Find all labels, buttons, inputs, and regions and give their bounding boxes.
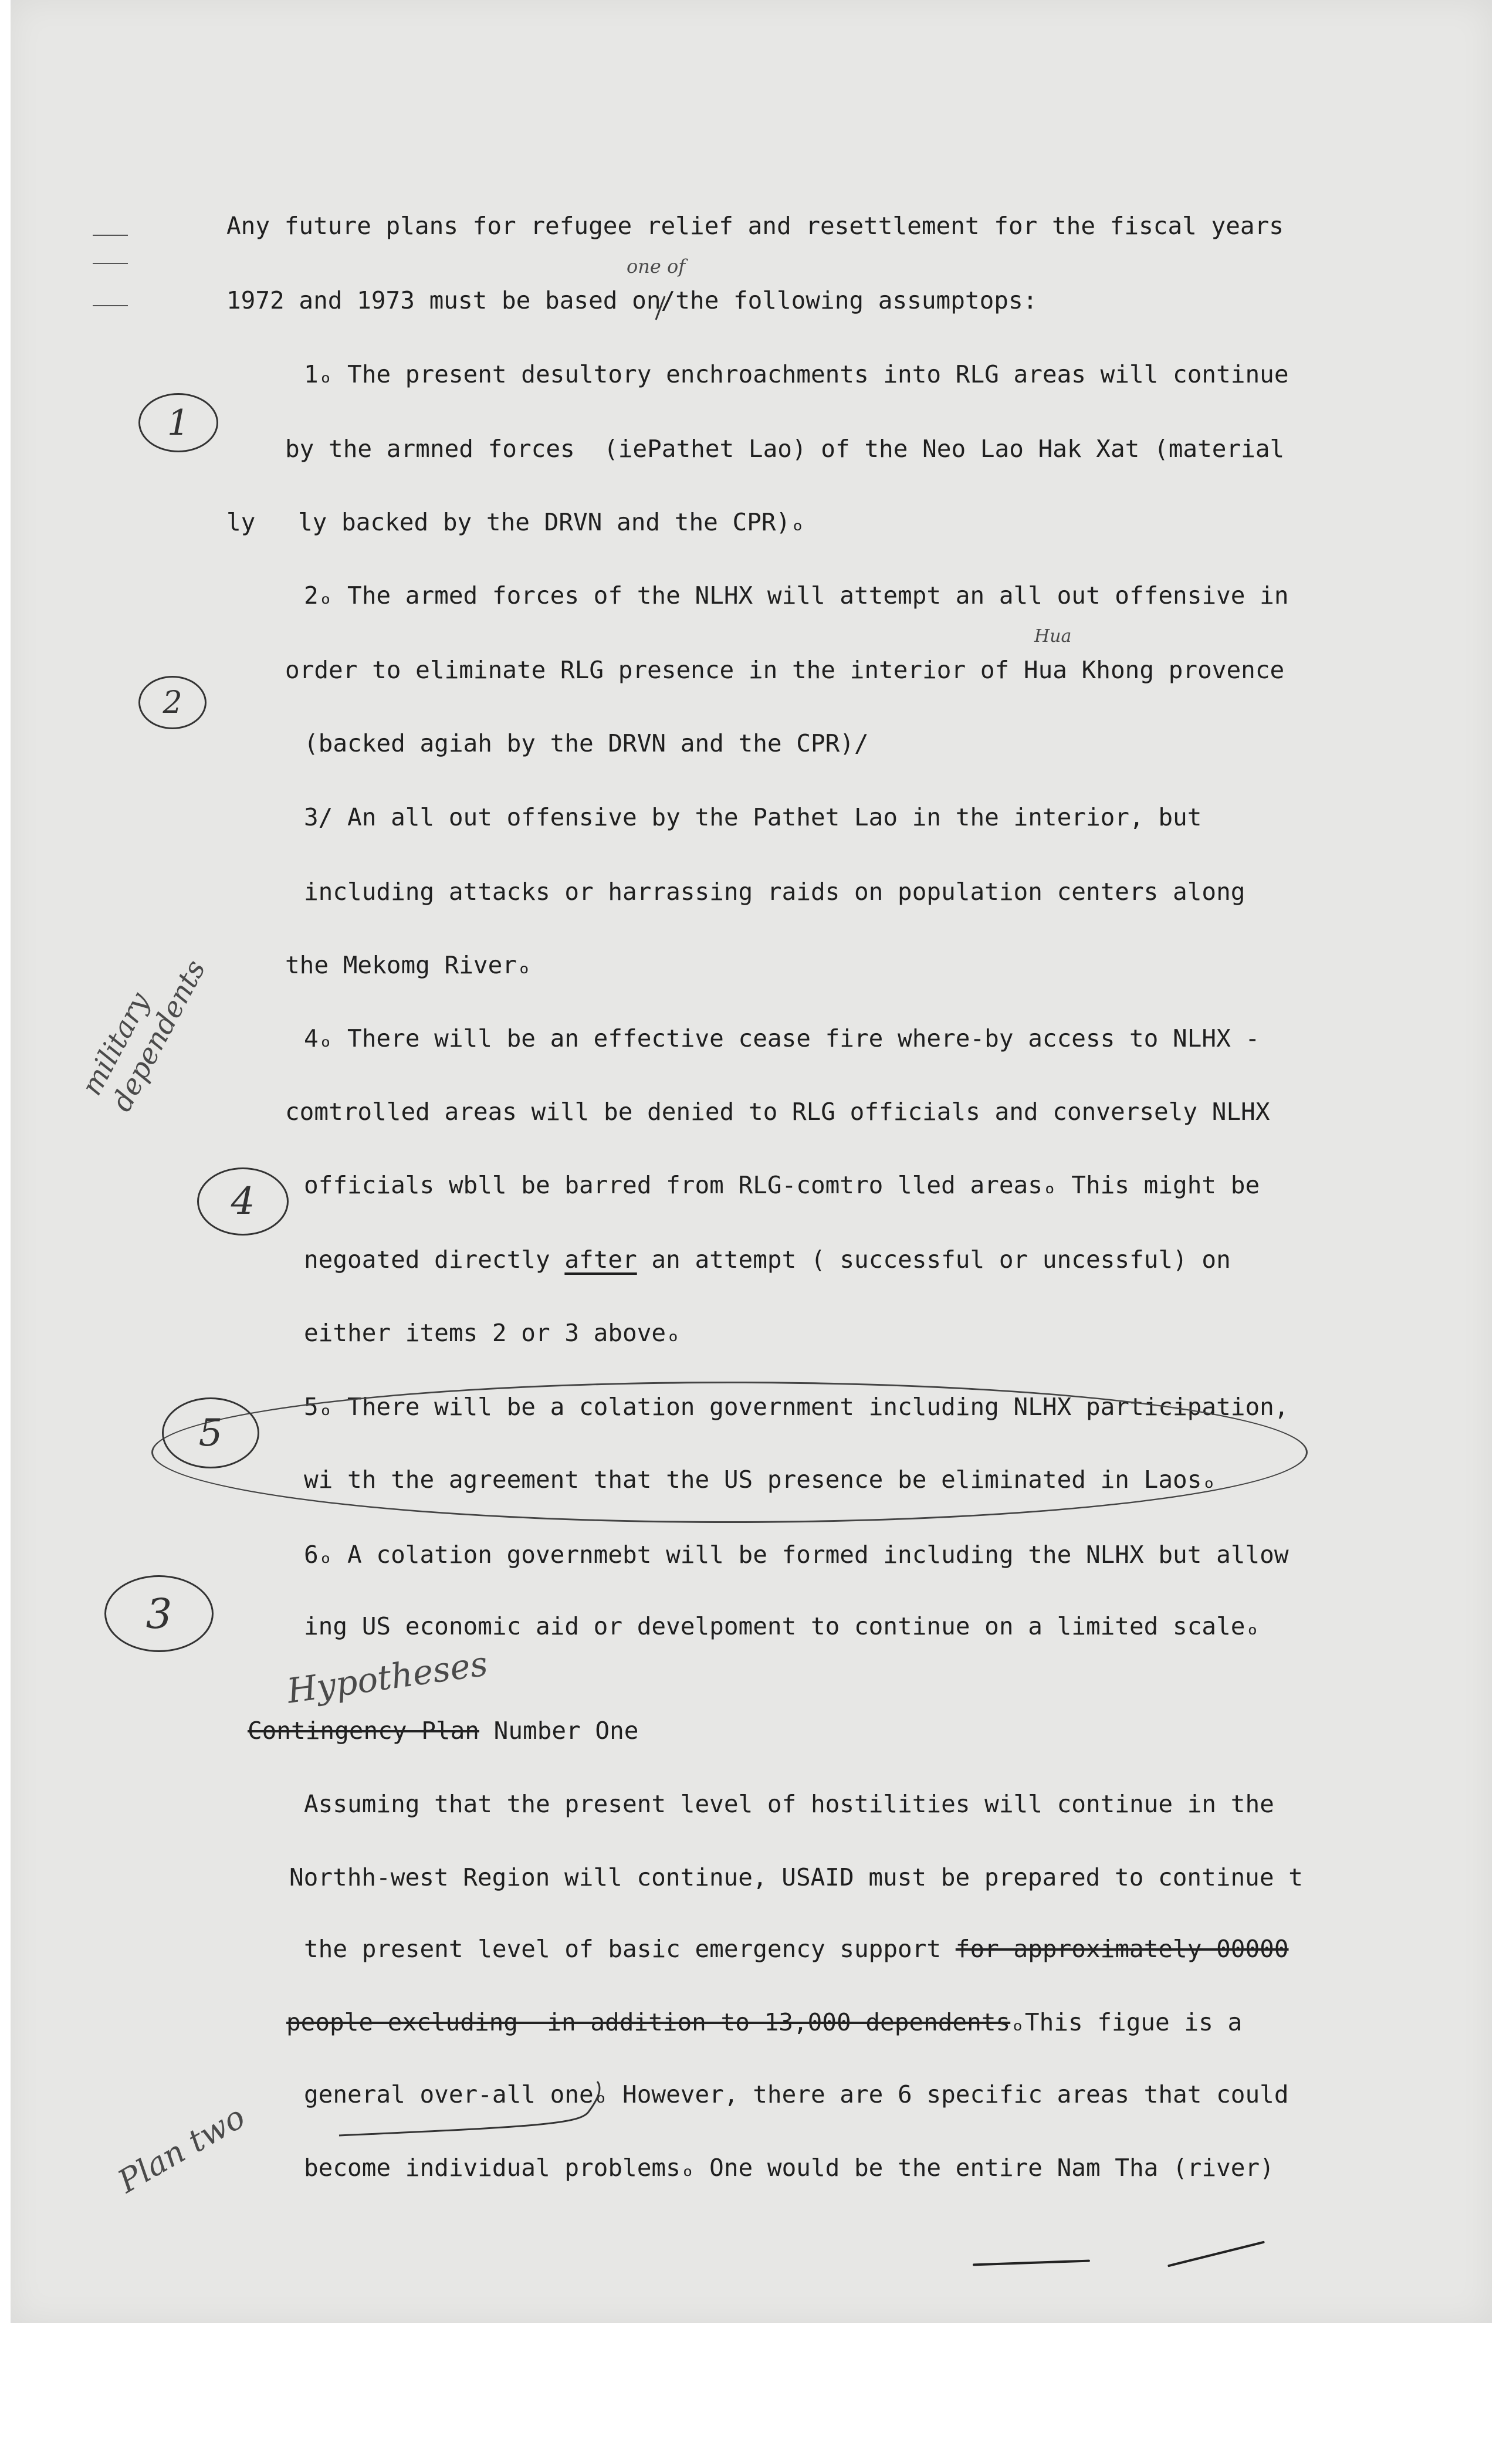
document-page — [11, 0, 1492, 2323]
assumption-5-line-2: wi th the agreement that the US presence be eliminated in Laosₒ — [304, 1465, 1217, 1494]
handwritten-hypotheses: Hypotheses — [284, 1643, 490, 1711]
assumption-4-line-3: officials wbll be barred from RLG-comtro lled areasₒ This might be — [304, 1171, 1260, 1199]
plan-line-6: become individual problemsₒ One would be the entire Nam Tha (river) — [304, 2154, 1274, 2182]
assumption-4-line-5: either items 2 or 3 aboveₒ — [304, 1319, 681, 1347]
plan-heading-rest: Number One — [479, 1717, 639, 1745]
circle-annotation-4: 4 — [197, 1167, 289, 1236]
assumption-3-line-1: 3/ An all out offensive by the Pathet Lao in the interior, but — [304, 803, 1202, 831]
assumption-1-line-1: 1ₒ The present desultory enchroachments into RLG areas will continue — [304, 360, 1289, 388]
assumption-1-line-2: by the armned forces (iePathet Lao) of the Neo Lao Hak Xat (material — [285, 435, 1285, 463]
assumption-2-line-3: (backed agiah by the DRVN and the CPR)/ — [304, 729, 869, 757]
handwritten-military-dependents: military dependents — [75, 955, 212, 1117]
handwritten-one-of: one of — [627, 255, 686, 277]
handwritten-hua: Hua — [1034, 626, 1072, 647]
assumption-5-line-1: 5ₒ There will be a colation government including NLHX participation, — [304, 1393, 1289, 1421]
ink-curves — [11, 0, 1492, 2323]
intro-line-2: 1972 and 1973 must be based on/the following assumptops: — [226, 286, 1038, 314]
assumption-3-line-3: the Mekomg Riverₒ — [285, 951, 532, 979]
assumption-2-line-1: 2ₒ The armed forces of the NLHX will attempt an all out offensive in — [304, 581, 1289, 610]
handwritten-plan-two: Plan two — [111, 2098, 252, 2201]
assumption-6-line-1: 6ₒ A colation governmebt will be formed including the NLHX but allow — [304, 1541, 1289, 1569]
assumption-3-line-2: including attacks or harrassing raids on population centers along — [304, 878, 1245, 906]
intro-line-1: Any future plans for refugee relief and resettlement for the fiscal years — [226, 212, 1284, 240]
circle-annotation-1: 1 — [138, 393, 218, 452]
plan-line-3: the present level of basic emergency support for approximately 00000 — [304, 1935, 1289, 1963]
assumption-4-line-4: negoated directly after an attempt ( successful or uncessful) on — [304, 1245, 1231, 1274]
plan-line-4: people excluding in addition to 13,000 dependentsₒThis figue is a — [286, 2008, 1243, 2036]
assumption-6-line-2: ing US economic aid or develpoment to continue on a limited scaleₒ — [304, 1612, 1260, 1640]
assumption-2-line-2: order to eliminate RLG presence in the interior of Hua Khong provence — [285, 656, 1285, 684]
plan-line-1: Assuming that the present level of hostilities will continue in the — [304, 1790, 1274, 1818]
circle-annotation-2: 2 — [138, 676, 207, 729]
plan-heading-struck: Contingency Plan — [248, 1717, 479, 1745]
assumption-1-margin: ly — [226, 508, 256, 536]
circle-annotation-3: 3 — [104, 1575, 214, 1652]
assumption-1-line-3: ly backed by the DRVN and the CPR)ₒ — [298, 508, 805, 536]
plan-line-2: Northh-west Region will continue, USAID must be prepared to continue t — [289, 1863, 1303, 1891]
assumption-4-line-1: 4ₒ There will be an effective cease fire where-by access to NLHX - — [304, 1024, 1260, 1052]
plan-line-5: general over-all oneₒ However, there are 6 specific areas that could — [304, 2080, 1289, 2108]
underlined-after: after — [564, 1245, 637, 1274]
assumption-4-line-2: comtrolled areas will be denied to RLG officials and conversely NLHX — [285, 1098, 1270, 1126]
circle-annotation-5: 5 — [162, 1397, 259, 1468]
